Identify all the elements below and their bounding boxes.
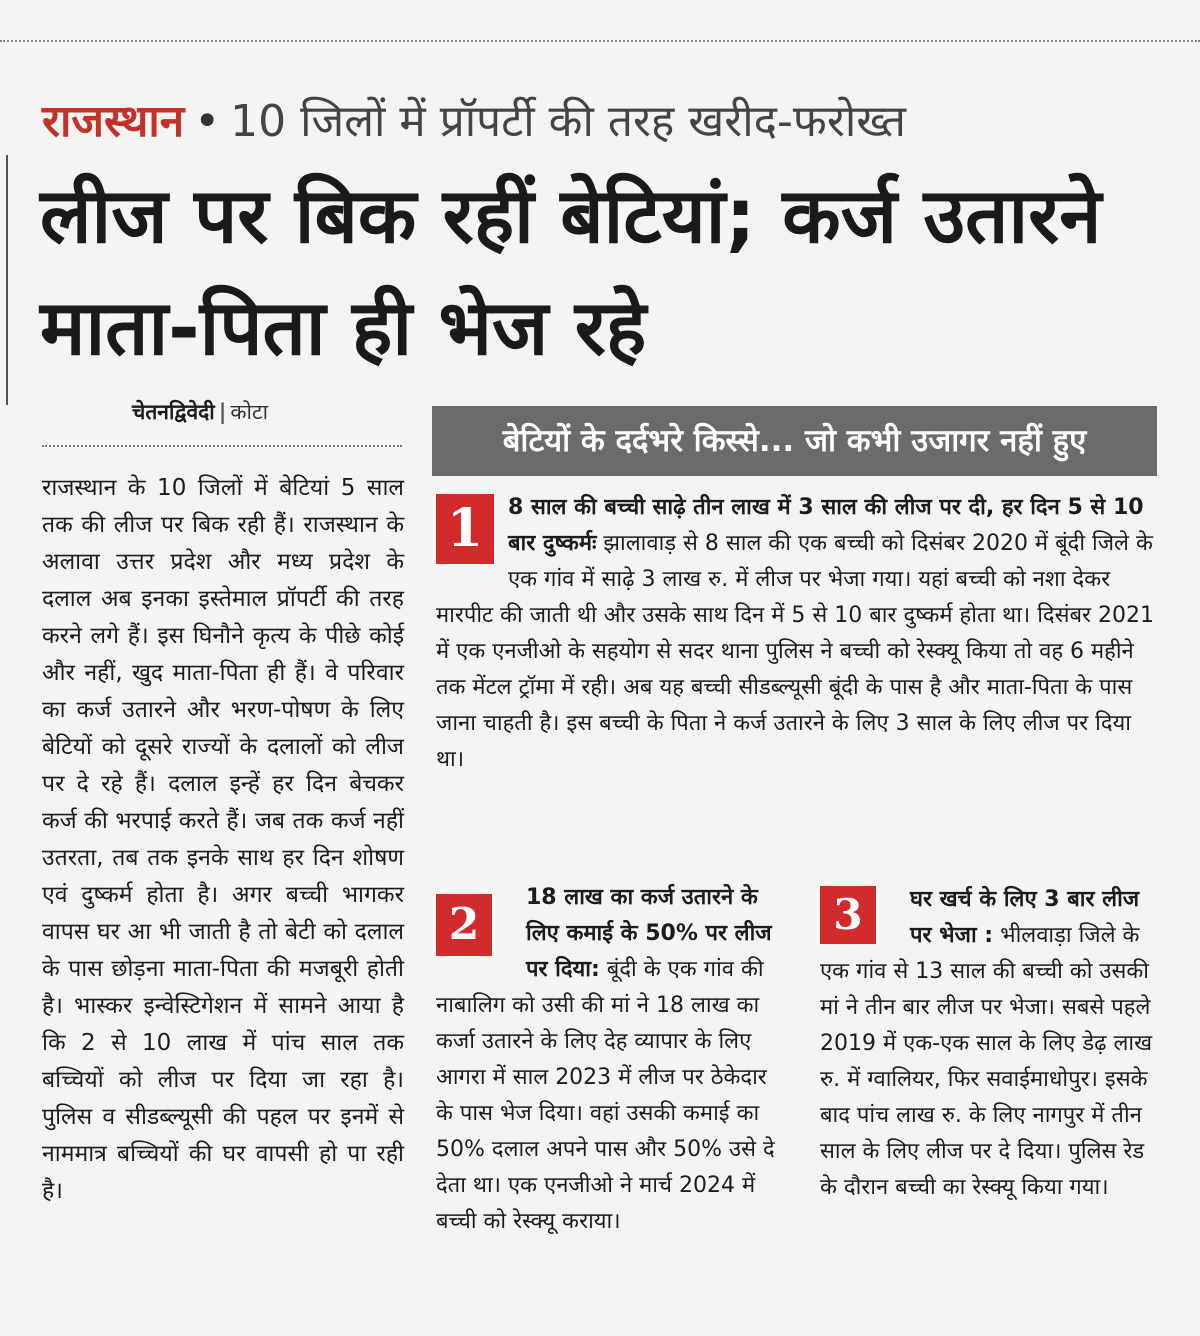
byline-city: कोटा xyxy=(230,400,269,424)
byline-rule xyxy=(42,445,402,447)
story-text: भीलवाड़ा जिले के एक गांव से 13 साल की बच्ची को उसकी मां ने तीन बार लीज पर भेजा। सबसे पहले 2019 में एक-एक साल के लिए डेढ़ लाख रु. में ग्वालियर, फिर सवाईमाधोपुर। इसके बाद पांच लाख रु. के लिए नागपुर में तीन साल के लिए लीज पर दे दिया। पुलिस रेड के दौरान बच्ची का रेस्क्यू किया गया। xyxy=(820,923,1153,1200)
story-number-badge: 1 xyxy=(436,494,494,564)
story-lead: 8 साल की बच्ची साढ़े तीन लाख में 3 साल की लीज पर दी, हर दिन 5 से 10 बार दुष्कर्मः xyxy=(508,495,1144,556)
kicker-bullet: • xyxy=(194,96,221,147)
left-column-rule xyxy=(0,155,8,405)
story-3 xyxy=(820,882,1155,1206)
story-lead: 18 लाख का कर्ज उतारने के लिए कमाई के 50% पर लीज पर दिया: xyxy=(526,885,772,982)
story-2 xyxy=(436,880,776,1240)
byline-author: चेतनद्विवेदी xyxy=(132,400,215,424)
article-body: राजस्थान के 10 जिलों में बेटियां 5 साल तक की लीज पर बिक रही हैं। राजस्थान के अलावा उत्तर प्रदेश और मध्य प्रदेश के दलाल अब इनका इस्तेमाल प्रॉपर्टी की तरह करने लगे हैं। इस घिनौने कृत्य के पीछे कोई और नहीं, खुद माता-पिता ही हैं। वे परिवार का कर्ज उतारने और भरण-पोषण के लिए बेटियों को दूसरे राज्यों के दलालों को लीज पर दे रहे हैं। दलाल इन्हें हर दिन बेचकर कर्ज की भरपाई करते हैं। जब तक कर्ज नहीं उतरता, तब तक इनके साथ हर दिन शोषण एवं दुष्कर्म होता है। अगर बच्ची भागकर वापस घर आ भी जाती है तो बेटी को दलाल के पास छोड़ना माता-पिता की मजबूरी होती है। भास्कर इन्वेस्टिगेशन में सामने आया है कि 2 से 10 लाख में पांच साल तक बच्चियों को लीज पर दिया जा रहा है। पुलिस व सीडब्ल्यूसी की पहल पर इनमें से नाममात्र बच्चियों की घर वापसी हो पा रही है। xyxy=(42,475,404,1204)
byline-separator: | xyxy=(218,400,227,424)
story-1 xyxy=(436,490,1158,778)
story-text: झालावाड़ से 8 साल की एक बच्ची को दिसंबर 2020 में बूंदी जिले के एक गांव में साढ़े 3 लाख रु. में लीज पर भेजा गया। यहां बच्ची को नशा देकर मारपीट की जाती थी और उसके साथ दिन में 5 से 10 बार दुष्कर्म होता था। दिसंबर 2021 में एक एनजीओ के सहयोग से सदर थाना पुलिस ने बच्ची को रेस्क्यू किया तो वह 6 महीने तक मेंटल ट्रॉमा में रही। अब यह बच्ची सीडब्ल्यूसी बूंदी के पास है और माता-पिता के पास जाना चाहती है। इस बच्ची के पिता ने कर्ज उतारने के लिए 3 साल के लिए लीज पर दिया था। xyxy=(436,531,1155,772)
story-number-badge: 3 xyxy=(820,886,876,944)
headline: लीज पर बिक रहीं बेटियां; कर्ज उतारने माता-पिता ही भेज रहे xyxy=(40,171,1102,372)
headline-kicker xyxy=(42,90,906,154)
kicker-region: राजस्थान xyxy=(42,96,185,147)
byline xyxy=(132,398,268,426)
story-lead: घर खर्च के लिए 3 बार लीज पर भेजा : xyxy=(910,887,1140,948)
section-banner: बेटियों के दर्दभरे किस्से... जो कभी उजागर नहीं हुए xyxy=(432,406,1157,476)
top-dotted-rule xyxy=(0,40,1200,42)
story-number-badge: 2 xyxy=(436,894,492,956)
story-text: बूंदी के एक गांव की नाबालिग को उसी की मां ने 18 लाख का कर्जा उतारने के लिए देह व्यापार के लिए आगरा में साल 2023 में लीज पर ठेकेदार के पास भेज दिया। वहां उसकी कमाई का 50% दलाल अपने पास और 50% उसे दे देता था। एक एनजीओ ने मार्च 2024 में बच्ची को रेस्क्यू कराया। xyxy=(436,957,775,1234)
kicker-text: 10 जिलों में प्रॉपर्टी की तरह खरीद-फरोख्त xyxy=(230,96,906,147)
